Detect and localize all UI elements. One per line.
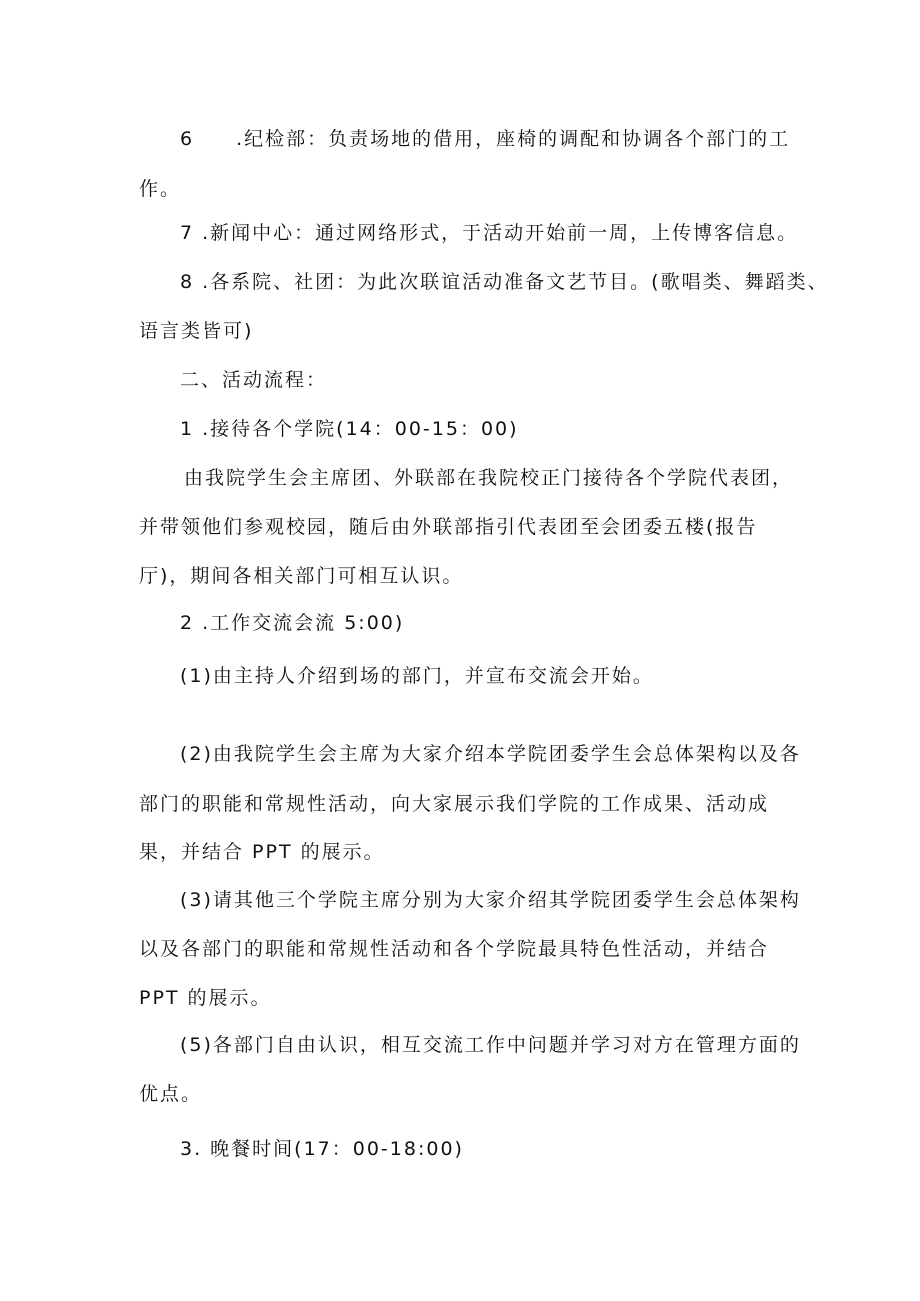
step-2-title: 2 .工作交流会流 5:00) xyxy=(180,612,405,634)
step-2-para-3-line-3: PPT 的展示。 xyxy=(139,987,272,1009)
item-6-line-2: 作。 xyxy=(139,178,182,200)
item-6-number: 6 xyxy=(180,128,195,150)
item-6-text: .纪检部：负责场地的借用，座椅的调配和协调各个部门的工 xyxy=(236,128,791,150)
section-2-heading: 二、活动流程： xyxy=(180,369,328,391)
step-2-para-5-line-1: (5)各部门自由认识，相互交流工作中问题并学习对方在管理方面的 xyxy=(180,1034,801,1056)
step-1-desc-line-1: 由我院学生会主席团、外联部在我院校正门接待各个学院代表团， xyxy=(184,467,794,489)
step-2-para-5-line-2: 优点。 xyxy=(139,1083,203,1105)
item-7: 7 .新闻中心：通过网络形式，于活动开始前一周，上传博客信息。 xyxy=(180,222,799,244)
step-2-para-2-line-2: 部门的职能和常规性活动，向大家展示我们学院的工作成果、活动成 xyxy=(139,793,770,815)
step-2-para-3-line-2: 以及各部门的职能和常规性活动和各个学院最具特色性活动，并结合 xyxy=(139,938,770,960)
item-8-line-1: 8 .各系院、社团：为此次联谊活动准备文艺节目。(歌唱类、舞蹈类、 xyxy=(180,271,829,293)
step-2-para-3-line-1: (3)请其他三个学院主席分别为大家介绍其学院团委学生会总体架构 xyxy=(180,889,801,911)
step-1-desc-line-3: 厅)，期间各相关部门可相互认识。 xyxy=(139,565,464,587)
step-1-desc-line-2: 并带领他们参观校园，随后由外联部指引代表团至会团委五楼(报告 xyxy=(139,516,758,538)
item-8-line-2: 语言类皆可) xyxy=(139,320,254,342)
step-1-title: 1 .接待各个学院(14：00-15：00) xyxy=(180,418,519,440)
step-3-title: 3. 晚餐时间(17：00-18:00) xyxy=(180,1138,464,1160)
step-2-para-2-line-1: (2)由我院学生会主席为大家介绍本学院团委学生会总体架构以及各 xyxy=(180,743,801,765)
step-2-para-1: (1)由主持人介绍到场的部门，并宣布交流会开始。 xyxy=(180,665,654,687)
item-6-line-1 xyxy=(180,127,790,151)
step-2-para-2-line-3: 果，并结合 PPT 的展示。 xyxy=(139,841,385,863)
